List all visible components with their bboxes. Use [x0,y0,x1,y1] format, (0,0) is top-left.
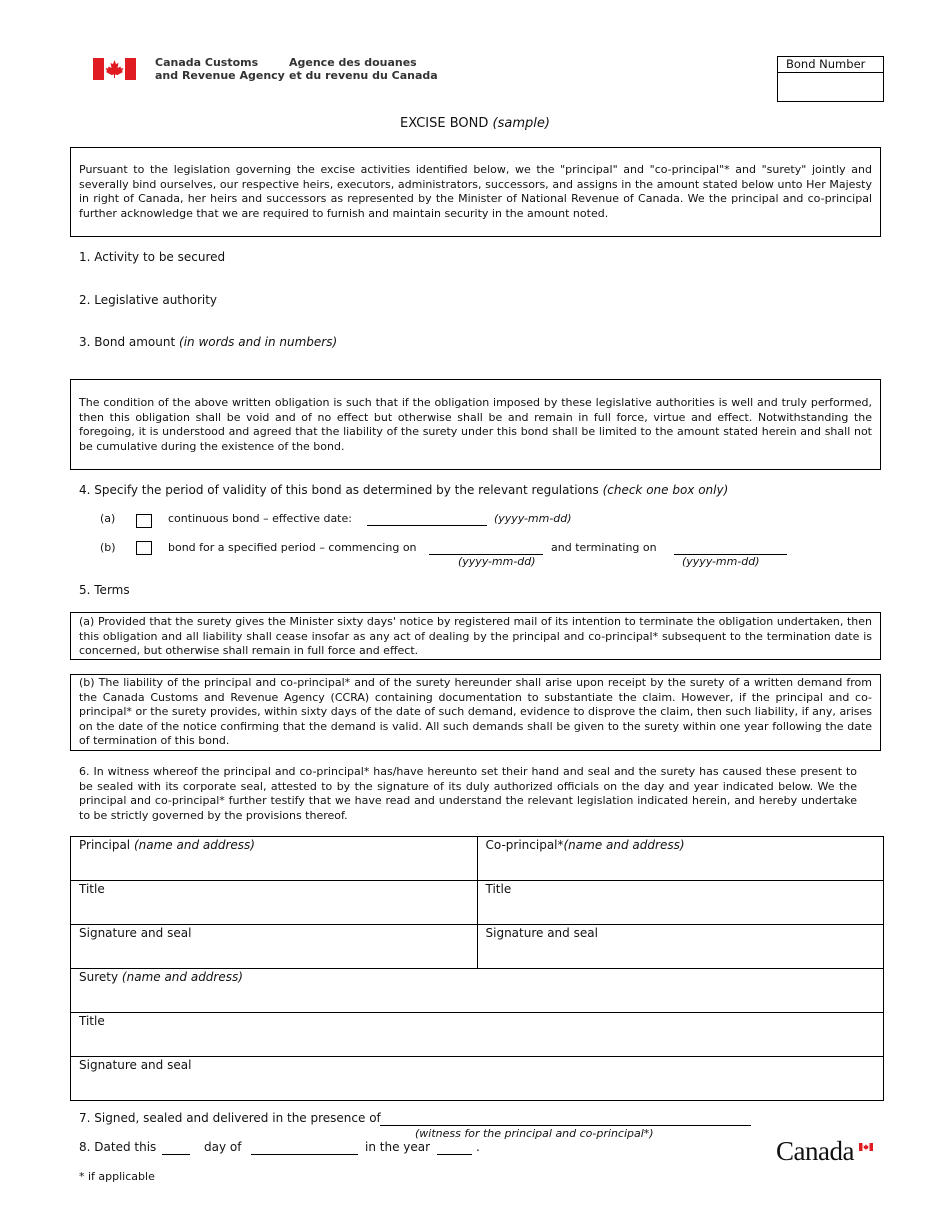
principal-hint: (name and address) [133,838,255,852]
principal-signature-cell[interactable] [71,925,478,969]
canada-wordmark-text: Canada [776,1136,854,1166]
if-applicable-note: * if applicable [79,1170,155,1183]
activity-label: 1. Activity to be secured [79,250,226,264]
coprincipal-title-label: Title [485,882,512,896]
amount-label-text: 3. Bond amount [79,335,176,349]
dated-month-field[interactable] [251,1154,358,1155]
canada-flag-icon [93,58,136,83]
coprincipal-signature-cell[interactable] [477,925,884,969]
option-b-text: bond for a specified period – commencing on [168,541,417,554]
agency-fr-line2: et du revenu du Canada [289,69,438,82]
terminating-text: and terminating on [551,541,657,554]
coprincipal-cell[interactable] [477,837,884,881]
witness-hint: (witness for the principal and co-principal*) [415,1127,654,1140]
coprincipal-hint: (name and address) [563,838,685,852]
day-of-label: day of [204,1140,242,1154]
coprincipal-signature-label: Signature and seal [485,926,598,940]
amount-hint: (in words and in numbers) [179,335,338,349]
validity-label-text: 4. Specify the period of validity of this bond as determined by the relevant regulations [79,483,599,497]
option-b-letter: (b) [100,541,116,554]
agency-name-en [155,56,285,82]
amount-label [79,335,337,349]
agency-name-fr [289,56,438,82]
bond-number-label: Bond Number [778,57,883,73]
terms-b-box: (b) The liability of the principal and co-principal* and of the surety hereunder shall arise upon receipt by the surety of a written demand from the Canada Customs and Revenue Agency (CCRA) containing documentation to substantiate the claim. However, if the principal and co-principal* or the surety provides, within sixty days of the date of such demand, evidence to disprove the claim, then such liability, if any, arises on the date of the notice confirming that the demand is valid. All such demands shall be given to the surety within one year following the date of termination of this bond. [70,674,881,751]
condition-box: The condition of the above written obligation is such that if the obligation imposed by these legislative authorities is well and truly performed, then this obligation shall be void and of no effect but otherwise shall be and remain in full force, virtue and effect. Notwithstanding the foregoing, it is understood and agreed that the liability of the surety under this bond shall be limited to the amount stated herein and shall not be cumulative during the existence of the bond. [70,379,881,470]
dated-year-field[interactable] [437,1154,472,1155]
dated-day-field[interactable] [162,1154,190,1155]
surety-label: Surety [79,970,119,984]
principal-label: Principal [79,838,131,852]
option-b-checkbox[interactable] [136,541,152,555]
agency-en-line2: and Revenue Agency [155,69,285,82]
agency-en-line1: Canada Customs [155,56,259,69]
principal-signature-label: Signature and seal [79,926,192,940]
title-sub: (sample) [492,116,550,131]
surety-hint: (name and address) [121,970,243,984]
witness-field[interactable] [380,1125,751,1126]
surety-signature-cell[interactable] [71,1057,884,1101]
surety-title-label: Title [79,1014,105,1028]
dated-label: 8. Dated this [79,1140,157,1154]
effective-date-field[interactable] [367,525,487,526]
agency-fr-line1: Agence des douanes [289,56,417,69]
option-a-checkbox[interactable] [136,514,152,528]
commencing-date-hint: (yyyy-mm-dd) [458,555,536,568]
bond-number-field[interactable] [778,73,883,102]
wordmark-flag-icon [859,1140,873,1154]
signature-table [70,836,884,1101]
principal-title-cell[interactable] [71,881,478,925]
coprincipal-title-cell[interactable] [477,881,884,925]
surety-cell[interactable] [71,969,884,1013]
coprincipal-label: Co-principal* [485,838,564,852]
page-title [0,116,950,131]
authority-label: 2. Legislative authority [79,293,218,307]
in-the-year-label: in the year [365,1140,431,1154]
principal-title-label: Title [79,882,105,896]
principal-cell[interactable] [71,837,478,881]
terms-label: 5. Terms [79,583,130,597]
option-a-text: continuous bond – effective date: [168,512,352,525]
effective-date-hint: (yyyy-mm-dd) [494,512,572,525]
dated-period: . [476,1140,480,1154]
intro-box: Pursuant to the legislation governing the excise activities identified below, we the "principal" and "co-principal"* and "surety" jointly and severally bind ourselves, our respective heirs, executors, administrators, successors, and assigns in the amount stated below unto Her Majesty in right of Canada, her heirs and successors as represented by the Minister of National Revenue of Canada. We the principal and co-principal further acknowledge that we are required to furnish and maintain security in the amount noted. [70,147,881,237]
validity-hint: (check one box only) [602,483,729,497]
title-main: EXCISE BOND [400,116,489,131]
canada-wordmark [776,1136,854,1167]
terms-a-box: (a) Provided that the surety gives the Minister sixty days' notice by registered mail of its intention to terminate the obligation undertaken, then this obligation and all liability shall cease insofar as any act of dealing by the principal and co-principal* subsequent to the termination date is concerned, but otherwise shall remain in full force and effect. [70,612,881,660]
terminating-date-hint: (yyyy-mm-dd) [682,555,760,568]
surety-title-cell[interactable] [71,1013,884,1057]
signed-label: 7. Signed, sealed and delivered in the presence of [79,1111,381,1125]
surety-signature-label: Signature and seal [79,1058,192,1072]
validity-label [79,483,728,497]
witness-paragraph: 6. In witness whereof the principal and co-principal* has/have hereunto set their hand and seal and the surety has caused these present to be sealed with its corporate seal, attested to by the signature of its duly authorized officials on the day and year indicated below. We the principal and co-principal* further testify that we have read and understand the relevant legislation indicated herein, and hereby undertake to be strictly governed by the provisions thereof. [79,765,857,822]
option-a-letter: (a) [100,512,116,525]
bond-number-box [777,56,884,102]
